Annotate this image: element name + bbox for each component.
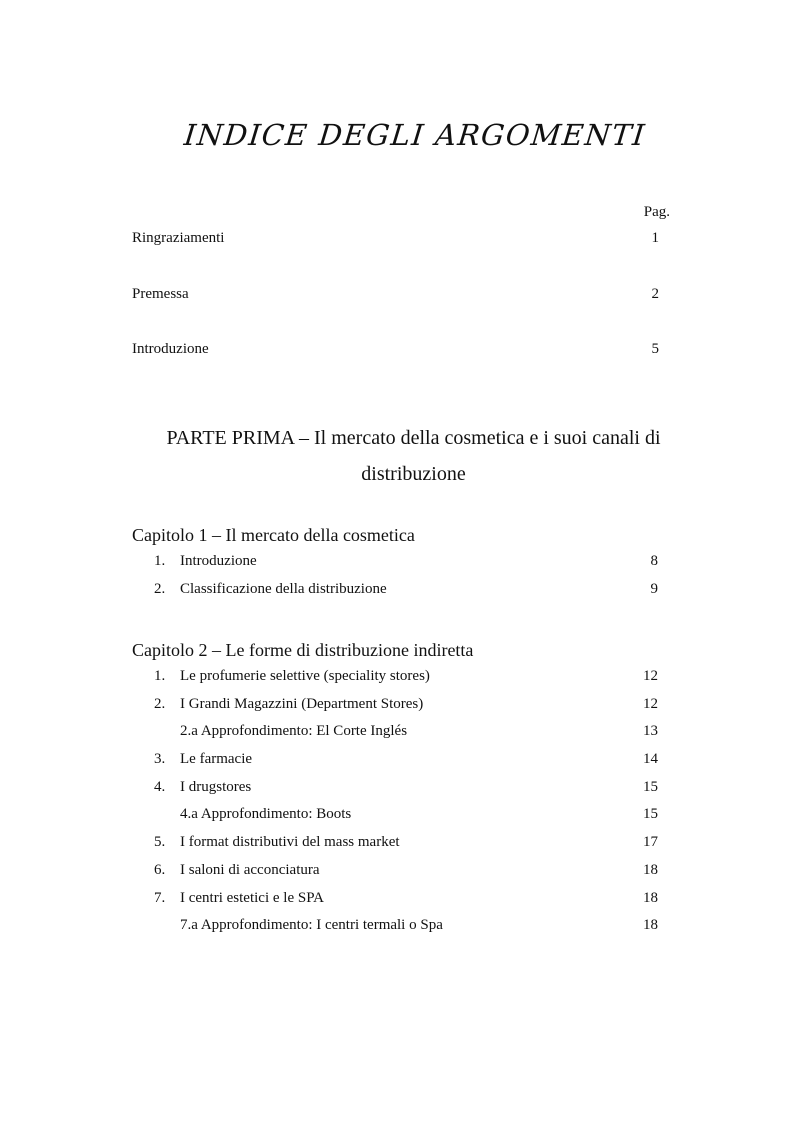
page-title: INDICE DEGLI ARGOMENTI xyxy=(182,118,648,152)
toc-entry-text: 4.a Approfondimento: Boots xyxy=(180,806,352,823)
front-matter-label: Introduzione xyxy=(132,341,209,357)
toc-entry xyxy=(132,581,672,609)
toc-entry-number: 6. xyxy=(154,861,166,878)
toc-entry-number: 3. xyxy=(154,751,166,768)
toc-entry-number: 2. xyxy=(154,580,166,597)
chapter-entry-list xyxy=(132,668,672,945)
toc-entry-page: 18 xyxy=(643,861,658,878)
toc-entry-page: 13 xyxy=(643,723,658,740)
toc-entry-page: 17 xyxy=(643,834,658,851)
toc-entry xyxy=(132,862,672,890)
front-matter-page: 5 xyxy=(651,341,659,357)
toc-entry-text: I centri estetici e le SPA xyxy=(180,889,324,906)
toc-subentry xyxy=(132,917,672,945)
toc-entry-number: 2. xyxy=(154,695,166,712)
toc-entry xyxy=(132,779,672,807)
toc-entry-text: Introduzione xyxy=(180,553,257,569)
toc-entry-text: Classificazione della distribuzione xyxy=(180,580,387,597)
toc-entry xyxy=(132,751,672,779)
toc-entry-text: Le farmacie xyxy=(180,751,253,768)
front-matter-label: Premessa xyxy=(132,286,189,302)
toc-entry-number: 5. xyxy=(154,834,166,851)
part-heading xyxy=(132,420,695,492)
chapter-title: Capitolo 2 – Le forme di distribuzione indiretta xyxy=(132,640,474,660)
part-heading-line2: distribuzione xyxy=(361,463,466,485)
toc-entry-text: 2.a Approfondimento: El Corte Inglés xyxy=(180,723,408,740)
chapter-1 xyxy=(132,523,672,608)
toc-subentry xyxy=(132,806,672,834)
toc-entry-page: 12 xyxy=(643,695,658,712)
toc-entry xyxy=(132,890,672,918)
part-heading-line1: PARTE PRIMA – Il mercato della cosmetica e i suoi canali di xyxy=(166,427,661,449)
toc-entry-number: 1. xyxy=(154,668,166,684)
toc-entry xyxy=(132,834,672,862)
toc-entry-page: 18 xyxy=(643,917,658,934)
toc-entry-text: I drugstores xyxy=(180,778,252,795)
toc-entry-page: 8 xyxy=(650,553,658,569)
chapter-title: Capitolo 1 – Il mercato della cosmetica xyxy=(132,525,415,545)
front-matter-page: 2 xyxy=(651,286,659,302)
toc-subentry xyxy=(132,723,672,751)
toc-entry-number: 4. xyxy=(154,778,166,795)
toc-entry-text: I format distributivi del mass market xyxy=(180,834,400,851)
toc-entry-page: 18 xyxy=(643,889,658,906)
toc-entry-text: Le profumerie selettive (speciality stores) xyxy=(180,668,430,684)
toc-entry-text: I Grandi Magazzini (Department Stores) xyxy=(180,695,424,712)
toc-entry-text: I saloni di acconciatura xyxy=(180,861,320,878)
chapter-entry-list xyxy=(132,553,672,608)
toc-entry xyxy=(132,668,672,696)
toc-entry-page: 9 xyxy=(650,580,658,597)
toc-entry-page: 15 xyxy=(643,778,658,795)
toc-entry xyxy=(132,696,672,724)
toc-entry-number: 7. xyxy=(154,889,166,906)
front-matter-label: Ringraziamenti xyxy=(132,230,225,246)
toc-entry-page: 12 xyxy=(643,668,658,684)
page-column-header: Pag. xyxy=(643,204,670,220)
toc-entry xyxy=(132,553,672,581)
toc-entry-page: 14 xyxy=(643,751,658,768)
chapter-2 xyxy=(132,638,672,945)
front-matter-page: 1 xyxy=(651,230,659,246)
toc-entry-text: 7.a Approfondimento: I centri termali o Spa xyxy=(180,917,443,934)
toc-entry-page: 15 xyxy=(643,806,658,823)
toc-entry-number: 1. xyxy=(154,553,166,569)
